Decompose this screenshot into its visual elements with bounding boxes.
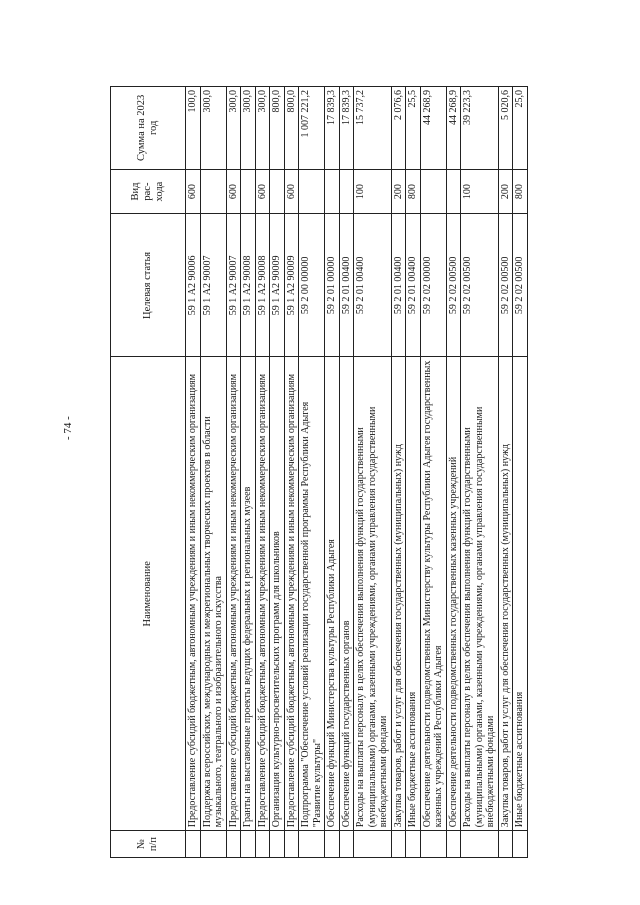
cell-kind: 800 <box>406 169 421 214</box>
header-code: Целевая статья <box>111 214 186 357</box>
cell-kind: 600 <box>255 169 270 214</box>
cell-kind <box>325 169 340 214</box>
cell-kind <box>200 169 226 214</box>
cell-code: 59 2 02 00500 <box>513 214 528 357</box>
cell-sum: 2 076,6 <box>391 87 406 170</box>
table-body <box>186 87 528 858</box>
cell-sum: 39 223,3 <box>461 87 499 170</box>
cell-name: Обеспечение функций Министерства культуры Республики Адыгея <box>325 357 340 831</box>
cell-name: Обеспечение деятельности подведомственных государственных казенных учреждений <box>446 357 461 831</box>
cell-sum: 300,0 <box>226 87 241 170</box>
page-number: - 74 - <box>62 416 74 440</box>
cell-num <box>498 831 513 858</box>
table-row <box>325 87 340 858</box>
cell-sum: 100,0 <box>186 87 201 170</box>
cell-name: Расходы на выплаты персоналу в целях обеспечения выполнения функций государственными (муниципальными) органами, казенными учреждениями, органами управления государственными внебюджетными фондами <box>354 357 392 831</box>
cell-num <box>339 831 354 858</box>
cell-name: Иные бюджетные ассигнования <box>513 357 528 831</box>
cell-name: Предоставление субсидий бюджетным, автономным учреждениям и иным некоммерческим организациям <box>186 357 201 831</box>
table-row <box>406 87 421 858</box>
cell-num <box>270 831 285 858</box>
cell-name: Поддержка всероссийских, международных и межрегиональных творческих проектов в области музыкального, театрального и изобразительного искусства <box>200 357 226 831</box>
cell-num <box>241 831 256 858</box>
table-row <box>200 87 226 858</box>
cell-code: 59 1 А2 90008 <box>255 214 270 357</box>
table-row <box>284 87 299 858</box>
cell-name: Предоставление субсидий бюджетным, автономным учреждениям и иным некоммерческим организациям <box>226 357 241 831</box>
header-num: № п/п <box>111 831 186 858</box>
cell-num <box>200 831 226 858</box>
cell-num <box>284 831 299 858</box>
cell-sum: 300,0 <box>255 87 270 170</box>
cell-kind: 600 <box>284 169 299 214</box>
cell-kind: 600 <box>226 169 241 214</box>
table-header-row <box>111 87 186 858</box>
cell-name: Закупка товаров, работ и услуг для обеспечения государственных (муниципальных) нужд <box>391 357 406 831</box>
cell-sum: 17 839,3 <box>325 87 340 170</box>
cell-code: 59 2 00 00000 <box>299 214 325 357</box>
table-row <box>513 87 528 858</box>
cell-kind <box>420 169 446 214</box>
cell-kind <box>241 169 256 214</box>
cell-kind: 100 <box>461 169 499 214</box>
table-row <box>186 87 201 858</box>
cell-code: 59 2 01 00400 <box>354 214 392 357</box>
cell-sum: 300,0 <box>241 87 256 170</box>
cell-kind <box>270 169 285 214</box>
cell-name: Обеспечение функций государственных органов <box>339 357 354 831</box>
cell-code: 59 2 02 00500 <box>461 214 499 357</box>
cell-code: 59 1 А2 90006 <box>186 214 201 357</box>
cell-num <box>186 831 201 858</box>
cell-code: 59 2 02 00000 <box>420 214 446 357</box>
cell-num <box>299 831 325 858</box>
cell-num <box>255 831 270 858</box>
cell-code: 59 2 02 00500 <box>446 214 461 357</box>
table-row <box>339 87 354 858</box>
cell-kind <box>299 169 325 214</box>
cell-num <box>406 831 421 858</box>
cell-sum: 1 007 221,2 <box>299 87 325 170</box>
cell-num <box>325 831 340 858</box>
cell-kind <box>339 169 354 214</box>
cell-name: Подпрограмма "Обеспечение условий реализации государственной программы Республики Адыгея "Развитие культуры" <box>299 357 325 831</box>
table-row <box>299 87 325 858</box>
cell-kind: 200 <box>391 169 406 214</box>
table-row <box>255 87 270 858</box>
cell-num <box>446 831 461 858</box>
cell-code: 59 1 А2 90007 <box>200 214 226 357</box>
table-row <box>498 87 513 858</box>
cell-name: Закупка товаров, работ и услуг для обеспечения государственных (муниципальных) нужд <box>498 357 513 831</box>
cell-kind <box>446 169 461 214</box>
cell-code: 59 1 А2 90008 <box>241 214 256 357</box>
cell-sum: 300,0 <box>200 87 226 170</box>
cell-name: Предоставление субсидий бюджетным, автономным учреждениям и иным некоммерческим организациям <box>284 357 299 831</box>
cell-sum: 44 268,9 <box>420 87 446 170</box>
cell-code: 59 2 01 00400 <box>339 214 354 357</box>
cell-num <box>391 831 406 858</box>
cell-sum: 5 020,6 <box>498 87 513 170</box>
cell-sum: 25,0 <box>513 87 528 170</box>
table-row <box>270 87 285 858</box>
cell-num <box>420 831 446 858</box>
cell-name: Предоставление субсидий бюджетным, автономным учреждениям и иным некоммерческим организациям <box>255 357 270 831</box>
cell-kind: 800 <box>513 169 528 214</box>
cell-code: 59 2 01 00000 <box>325 214 340 357</box>
table-row <box>241 87 256 858</box>
budget-table <box>110 86 528 858</box>
cell-sum: 44 268,9 <box>446 87 461 170</box>
table-row <box>354 87 392 858</box>
cell-num <box>354 831 392 858</box>
table-row <box>226 87 241 858</box>
cell-code: 59 2 01 00400 <box>391 214 406 357</box>
header-kind: Вид рас-хода <box>111 169 186 214</box>
cell-code: 59 1 А2 90007 <box>226 214 241 357</box>
cell-kind: 200 <box>498 169 513 214</box>
cell-code: 59 1 А2 90009 <box>270 214 285 357</box>
table-row <box>391 87 406 858</box>
cell-sum: 800,0 <box>284 87 299 170</box>
rotated-table-container <box>110 86 528 858</box>
cell-name: Гранты на выставочные проекты ведущих федеральных и региональных музеев <box>241 357 256 831</box>
cell-name: Расходы на выплаты персоналу в целях обеспечения выполнения функций государственными (муниципальными) органами, казенными учреждениями, органами управления государственными внебюджетными фондами <box>461 357 499 831</box>
cell-sum: 800,0 <box>270 87 285 170</box>
cell-code: 59 1 А2 90009 <box>284 214 299 357</box>
cell-num <box>226 831 241 858</box>
cell-kind: 600 <box>186 169 201 214</box>
cell-kind: 100 <box>354 169 392 214</box>
table-row <box>446 87 461 858</box>
cell-sum: 25,5 <box>406 87 421 170</box>
cell-num <box>513 831 528 858</box>
cell-code: 59 2 01 00400 <box>406 214 421 357</box>
cell-num <box>461 831 499 858</box>
header-sum: Сумма на 2023 год <box>111 87 186 170</box>
cell-name: Обеспечение деятельности подведомственных Министерству культуры Республики Адыгея государственных казенных учреждений Республики Адыгея <box>420 357 446 831</box>
header-name: Наименование <box>111 357 186 831</box>
table-row <box>420 87 446 858</box>
cell-name: Организация культурно-просветительских программ для школьников <box>270 357 285 831</box>
cell-sum: 15 737,2 <box>354 87 392 170</box>
cell-sum: 17 839,3 <box>339 87 354 170</box>
table-row <box>461 87 499 858</box>
cell-name: Иные бюджетные ассигнования <box>406 357 421 831</box>
cell-code: 59 2 02 00500 <box>498 214 513 357</box>
